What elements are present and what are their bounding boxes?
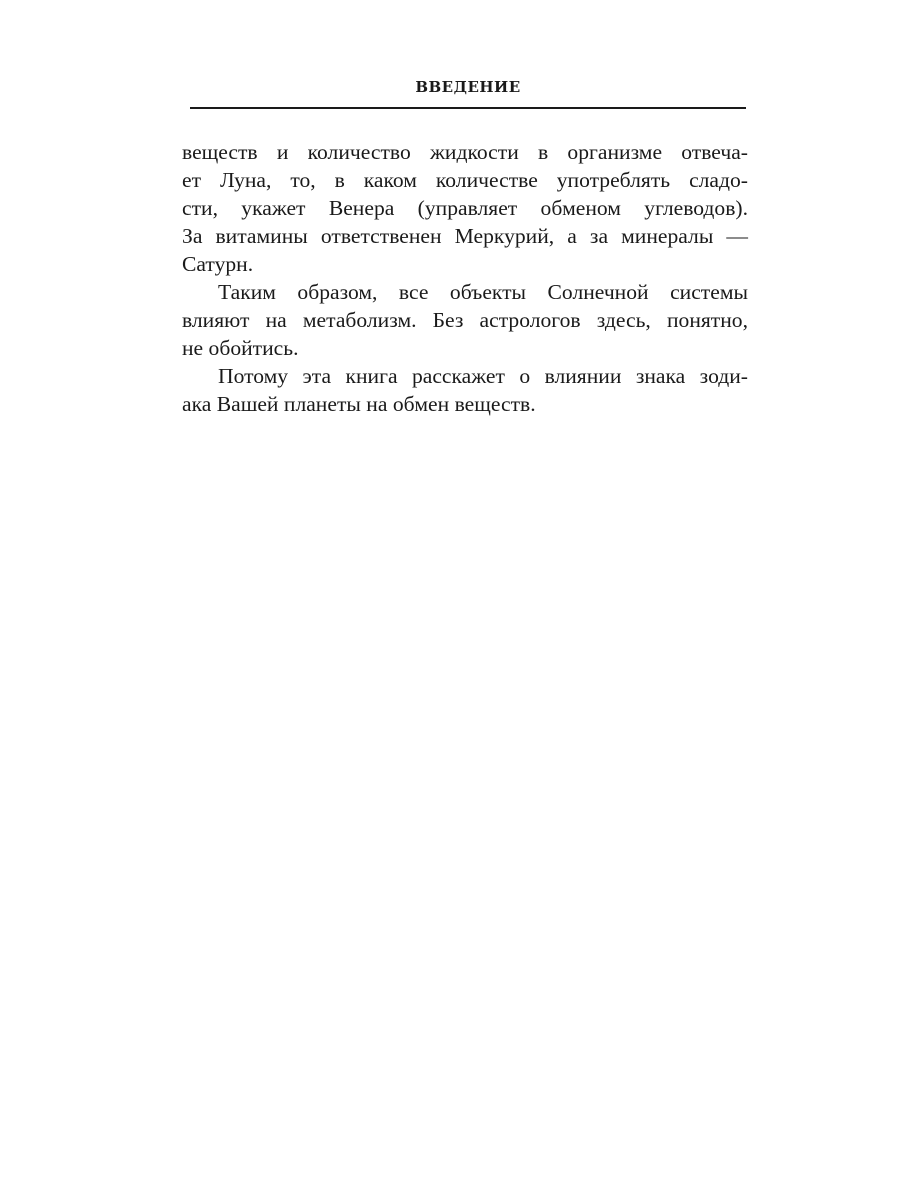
body-text xyxy=(182,138,748,418)
text-line: сти, укажет Венера (управляет обменом углеводов). xyxy=(182,196,748,220)
text-line: ака Вашей планеты на обмен веществ. xyxy=(182,392,536,416)
text-line: не обойтись. xyxy=(182,336,299,360)
header-rule xyxy=(190,107,746,109)
text-line: влияют на метаболизм. Без астрологов здесь, понятно, xyxy=(182,308,748,332)
text-line: За витамины ответственен Меркурий, а за минералы — xyxy=(182,224,748,248)
text-line: Сатурн. xyxy=(182,252,254,276)
text-line: ет Луна, то, в каком количестве употреблять сладо- xyxy=(182,168,748,192)
text-line: Таким образом, все объекты Солнечной системы xyxy=(218,280,748,304)
running-header-title: ВВЕДЕНИЕ xyxy=(415,78,521,96)
text-line: веществ и количество жидкости в организме отвеча- xyxy=(182,140,748,164)
text-line: Потому эта книга расскажет о влиянии знака зоди- xyxy=(218,364,748,388)
